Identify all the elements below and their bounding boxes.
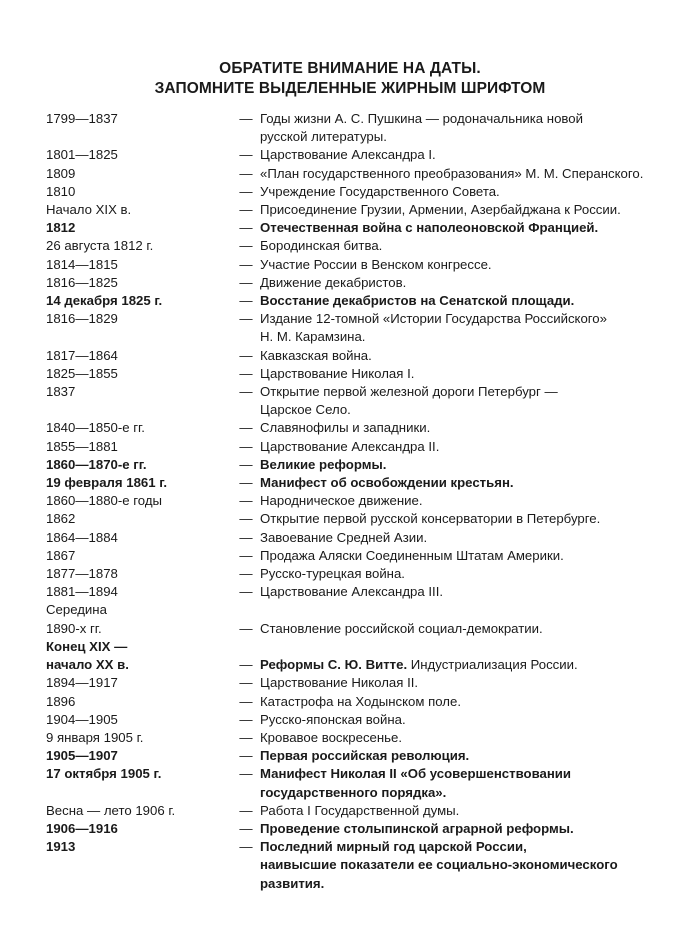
table-row: [0, 856, 700, 874]
row-dash: [232, 128, 260, 146]
row-dash: —: [239, 456, 253, 472]
row-date: [0, 401, 232, 419]
row-date: Весна — лето 1906 г.: [46, 802, 176, 818]
row-dash: [232, 784, 260, 802]
row-date: 1862: [46, 511, 76, 527]
row-text: Народническое движение.: [260, 493, 423, 509]
table-row: [0, 838, 700, 856]
row-dash: —: [239, 802, 253, 818]
row-description: [260, 765, 700, 783]
row-dash: —: [239, 111, 253, 126]
page-title-line-1: ОБРАТИТЕ ВНИМАНИЕ НА ДАТЫ.: [219, 60, 481, 77]
table-row: [0, 693, 700, 711]
row-date: Середина: [46, 602, 107, 618]
row-description: [260, 438, 700, 456]
row-dash: —: [239, 729, 253, 745]
row-dash: —: [239, 748, 253, 764]
row-date: 1904—1905: [46, 711, 118, 727]
table-row: [0, 110, 700, 128]
row-description: [260, 201, 700, 219]
row-description: [260, 492, 700, 510]
table-row: [0, 474, 700, 492]
row-description: [260, 674, 700, 692]
table-row: [0, 128, 700, 146]
row-description: [260, 547, 700, 565]
row-dash: —: [239, 547, 253, 563]
row-text: русской литературы.: [260, 129, 387, 145]
table-row: [0, 419, 700, 437]
row-text: Русско-японская война.: [260, 711, 406, 727]
row-text: Царствование Александра I.: [260, 147, 436, 163]
row-description: [260, 620, 700, 638]
row-date: 1837: [46, 384, 76, 400]
row-date: 19 февраля 1861 г.: [46, 475, 168, 491]
row-description: [260, 820, 700, 838]
row-text: Бородинская битва.: [260, 238, 383, 254]
row-description: [260, 419, 700, 437]
table-row: [0, 656, 700, 674]
row-text: Царствование Александра II.: [260, 438, 440, 454]
row-date: 14 декабря 1825 г.: [46, 293, 163, 309]
row-text: Участие России в Венском конгрессе.: [260, 256, 492, 272]
table-row: [0, 219, 700, 237]
page-title-line-2: ЗАПОМНИТЕ ВЫДЕЛЕННЫЕ ЖИРНЫМ ШРИФТОМ: [154, 80, 546, 97]
row-dash: [232, 401, 260, 419]
row-date: [0, 856, 232, 874]
row-text: Учреждение Государственного Совета.: [260, 183, 500, 199]
table-row: [0, 547, 700, 565]
row-text: Манифест Николая II «Об усовершенствовании: [260, 766, 572, 782]
row-date: 1840—1850-е гг.: [46, 420, 145, 436]
row-date: 1801—1825: [46, 147, 118, 163]
row-dash: —: [239, 711, 253, 727]
row-dash: —: [239, 202, 253, 218]
row-dash: —: [239, 493, 253, 509]
row-text: Продажа Аляски Соединенным Штатам Америки.: [260, 547, 564, 563]
row-date: 1814—1815: [46, 256, 118, 272]
row-description: [260, 401, 700, 419]
row-description: [260, 237, 700, 255]
row-dash: —: [239, 256, 253, 272]
row-text: Кавказская война.: [260, 347, 372, 363]
row-description: [260, 638, 700, 656]
table-row: [0, 711, 700, 729]
row-description: [260, 365, 700, 383]
row-text: Русско-турецкая война.: [260, 566, 405, 582]
row-text: «План государственного преобразования» М. М. Сперанского.: [260, 165, 644, 181]
row-date: 1881—1894: [46, 584, 118, 600]
row-text: Открытие первой русской консерватории в Петербурге.: [260, 511, 601, 527]
row-date: [0, 875, 232, 893]
row-text: Царствование Александра III.: [260, 584, 444, 600]
table-row: [0, 256, 700, 274]
table-row: [0, 802, 700, 820]
row-date: 1860—1870-е гг.: [46, 456, 147, 472]
row-dash: —: [239, 147, 253, 163]
row-description: [260, 729, 700, 747]
table-row: [0, 674, 700, 692]
row-dash: —: [239, 220, 253, 236]
row-dash: —: [239, 620, 253, 636]
row-date: 26 августа 1812 г.: [46, 238, 154, 254]
row-date: 1816—1829: [46, 311, 118, 327]
table-row: [0, 237, 700, 255]
table-row: [0, 328, 700, 346]
row-text: государственного порядка».: [260, 784, 447, 800]
row-dash: —: [239, 420, 253, 436]
table-row: [0, 347, 700, 365]
row-dash: —: [239, 529, 253, 545]
row-dash: —: [239, 274, 253, 290]
row-date: 1825—1855: [46, 365, 118, 381]
row-description: [260, 128, 700, 146]
row-text: Царствование Николая I.: [260, 365, 415, 381]
row-description: [260, 347, 700, 365]
row-text: Работа I Государственной думы.: [260, 802, 460, 818]
row-text: Последний мирный год царской России,: [260, 839, 527, 855]
row-text: Проведение столыпинской аграрной реформы.: [260, 820, 574, 836]
row-date: [0, 784, 232, 802]
row-dash: [232, 875, 260, 893]
row-description: [260, 328, 700, 346]
row-dash: —: [239, 657, 253, 673]
row-description: [260, 529, 700, 547]
row-text: Открытие первой железной дороги Петербург —: [260, 384, 558, 400]
row-text: Движение декабристов.: [260, 274, 407, 290]
row-description: [260, 274, 700, 292]
row-date: 1817—1864: [46, 347, 118, 363]
row-date: 1906—1916: [46, 820, 118, 836]
row-description: [260, 456, 700, 474]
table-row: [0, 765, 700, 783]
row-text: Отечественная война с наполеоновской Францией.: [260, 220, 599, 236]
table-row: [0, 438, 700, 456]
row-dash: —: [239, 293, 253, 309]
row-dash: —: [239, 165, 253, 181]
row-date: начало XX в.: [46, 657, 129, 673]
row-text: Манифест об освобождении крестьян.: [260, 475, 514, 491]
row-dash: —: [239, 693, 253, 709]
row-description: [260, 165, 700, 183]
row-dash: [232, 601, 260, 619]
row-text-extra: Индустриализация России.: [407, 657, 578, 673]
row-date: 1809: [46, 165, 76, 181]
table-row: [0, 201, 700, 219]
row-description: [260, 747, 700, 765]
table-row: [0, 529, 700, 547]
row-dash: —: [239, 839, 253, 855]
row-description: [260, 474, 700, 492]
row-dash: —: [239, 438, 253, 454]
table-row: [0, 784, 700, 802]
row-date: 1877—1878: [46, 566, 118, 582]
row-description: [260, 711, 700, 729]
row-dash: —: [239, 183, 253, 199]
row-dash: —: [239, 365, 253, 381]
row-date: [0, 128, 232, 146]
row-date: 9 января 1905 г.: [46, 729, 144, 745]
row-description: [260, 256, 700, 274]
row-text: Издание 12-томной «Истории Государства Российского»: [260, 311, 607, 327]
row-dash: [232, 856, 260, 874]
row-date: 1860—1880-е годы: [46, 493, 162, 509]
row-date: 1816—1825: [46, 274, 118, 290]
row-date: 1855—1881: [46, 438, 118, 454]
table-row: [0, 565, 700, 583]
table-row: [0, 165, 700, 183]
row-dash: —: [239, 584, 253, 600]
row-dash: —: [239, 347, 253, 363]
row-dash: —: [239, 820, 253, 836]
dates-table: [0, 110, 700, 893]
table-row: [0, 310, 700, 328]
row-date: 1812: [46, 220, 76, 236]
table-row: [0, 820, 700, 838]
row-text: наивысшие показатели ее социально-экономического: [260, 857, 618, 873]
row-description: [260, 693, 700, 711]
table-row: [0, 510, 700, 528]
row-description: [260, 510, 700, 528]
row-date: Начало XIX в.: [46, 202, 132, 218]
row-description: [260, 802, 700, 820]
row-text: Годы жизни А. С. Пушкина — родоначальника новой: [260, 111, 583, 126]
row-date: 1810: [46, 183, 76, 199]
row-description: [260, 383, 700, 401]
row-text: Завоевание Средней Азии.: [260, 529, 428, 545]
row-date: 1799—1837: [46, 111, 118, 126]
row-date: 1894—1917: [46, 675, 118, 691]
table-row: [0, 365, 700, 383]
row-description: [260, 219, 700, 237]
row-dash: —: [239, 766, 253, 782]
table-row: [0, 146, 700, 164]
row-description: [260, 110, 700, 128]
row-date: 1890-х гг.: [46, 620, 102, 636]
row-dash: —: [239, 566, 253, 582]
row-description: [260, 292, 700, 310]
row-description: [260, 601, 700, 619]
table-row: [0, 456, 700, 474]
row-text: Царствование Николая II.: [260, 675, 419, 691]
row-text: Восстание декабристов на Сенатской площади.: [260, 293, 575, 309]
table-row: [0, 583, 700, 601]
row-dash: —: [239, 675, 253, 691]
row-date: 17 октября 1905 г.: [46, 766, 162, 782]
row-description: [260, 583, 700, 601]
row-dash: —: [239, 511, 253, 527]
row-description: [260, 310, 700, 328]
table-row: [0, 638, 700, 656]
row-dash: —: [239, 238, 253, 254]
table-row: [0, 729, 700, 747]
table-row: [0, 183, 700, 201]
row-dash: [232, 638, 260, 656]
row-text: Славянофилы и западники.: [260, 420, 431, 436]
table-row: [0, 620, 700, 638]
row-date: 1896: [46, 693, 76, 709]
row-date: 1913: [46, 839, 76, 855]
row-text: Н. М. Карамзина.: [260, 329, 366, 345]
row-description: [260, 656, 700, 674]
table-row: [0, 875, 700, 893]
row-text: Великие реформы.: [260, 456, 387, 472]
row-date: 1905—1907: [46, 748, 118, 764]
row-date: [0, 328, 232, 346]
table-row: [0, 601, 700, 619]
row-description: [260, 784, 700, 802]
row-text: Кровавое воскресенье.: [260, 729, 403, 745]
table-row: [0, 383, 700, 401]
row-dash: —: [239, 311, 253, 327]
row-date: Конец XIX —: [46, 638, 128, 654]
row-text: Реформы С. Ю. Витте.: [260, 657, 408, 673]
row-text: Становление российской социал-демократии.: [260, 620, 543, 636]
row-text: Царское Село.: [260, 402, 351, 418]
table-row: [0, 292, 700, 310]
table-row: [0, 401, 700, 419]
row-dash: [232, 328, 260, 346]
row-text: развития.: [260, 875, 325, 891]
row-description: [260, 183, 700, 201]
row-description: [260, 875, 700, 893]
row-date: 1867: [46, 547, 76, 563]
row-text: Присоединение Грузии, Армении, Азербайджана к России.: [260, 202, 621, 218]
row-description: [260, 146, 700, 164]
table-row: [0, 492, 700, 510]
table-row: [0, 274, 700, 292]
row-dash: —: [239, 475, 253, 491]
row-text: Первая российская революция.: [260, 748, 470, 764]
row-description: [260, 565, 700, 583]
row-dash: —: [239, 384, 253, 400]
row-text: Катастрофа на Ходынском поле.: [260, 693, 461, 709]
row-description: [260, 856, 700, 874]
row-description: [260, 838, 700, 856]
row-date: 1864—1884: [46, 529, 118, 545]
table-row: [0, 747, 700, 765]
